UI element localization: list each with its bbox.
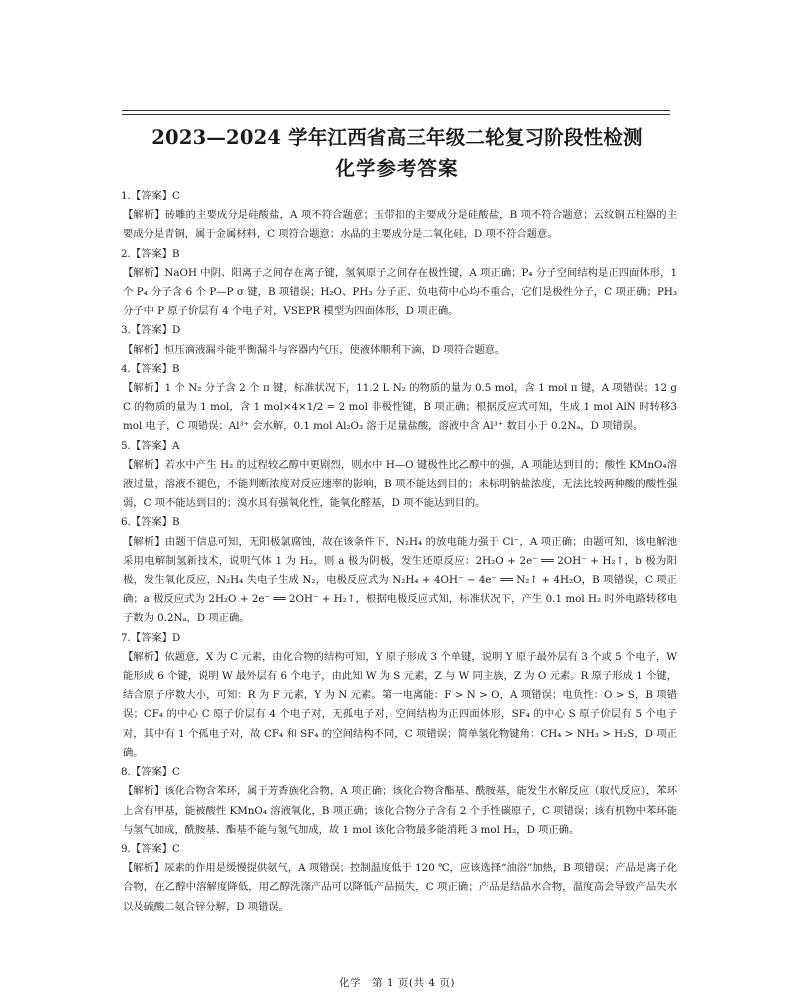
question-7 — [121, 629, 677, 763]
question-8 — [121, 763, 677, 840]
explanation-text: 【解析】依题意，X 为 C 元素，由化合物的结构可知，Y 原子形成 3 个单键，说明 Y 原子最外层有 3 个或 5 个电子，W 能形成 6 个键，说明 W 最外层有 6 个电子，由此知 W 为 S 元素，Z 与 W 同主族，Z 为 O 元素。R 原子形成 1 个键，结合原子序数大小，可知：R 为 F 元素，Y 为 N 元素。第一电离能：F > N > O，A 项错误；电负性：O > S，B 项错误；CF₄ 的中心 C 原子价层有 4 个电子对，无孤电子对，空间结构为正四面体形，SF₄ 的中心 S 原子价层有 5 个电子对，其中有 1 个孤电子对，故 CF₄ 和 SF₄ 的空间结构不同，C 项错误；简单氢化物键角：CH₄ > NH₃ > H₂S，D 项正确。 — [123, 650, 677, 759]
answer-line: 4.【答案】B — [121, 362, 180, 375]
question-5 — [121, 437, 677, 514]
question-9 — [121, 840, 677, 917]
question-6 — [121, 513, 677, 628]
answer-line: 9.【答案】C — [121, 842, 180, 855]
explanation-text: 【解析】该化合物含苯环，属于芳香族化合物，A 项正确；该化合物含酯基、酰胺基，能发生水解反应（取代反应），苯环上含有甲基，能被酸性 KMnO₄ 溶液氧化，B 项正确；该化合物分子含有 2 个手性碳原子，C 项错误；该有机物中苯环能与氢气加成，酰胺基、酯基不能与氢气加成，故 1 mol 该化合物最多能消耗 3 mol H₂，D 项正确。 — [123, 785, 677, 836]
explanation-text: 【解析】恒压滴液漏斗能平衡漏斗与容器内气压，使液体顺利下滴，D 项符合题意。 — [123, 343, 506, 356]
question-3 — [121, 321, 677, 359]
answer-line: 6.【答案】B — [121, 516, 180, 529]
explanation-text: 【解析】砖雕的主要成分是硅酸盐，A 项不符合题意；玉带扣的主要成分是硅酸盐，B 项不符合题意；云纹铜五柱器的主要成分是青铜，属于金属材料，C 项符合题意；水晶的主要成分是二氧化硅，D 项不符合题意。 — [123, 209, 677, 241]
question-1 — [121, 187, 677, 245]
answer-line: 7.【答案】D — [121, 631, 181, 644]
answer-line: 2.【答案】B — [121, 247, 180, 260]
document-subtitle: 化学参考答案 — [335, 157, 459, 180]
header-rule-thin — [122, 114, 670, 115]
explanation-text: 【解析】NaOH 中阴、阳离子之间存在离子键，氢氧原子之间存在极性键，A 项正确；P₄ 分子空间结构是正四面体形，1 个 P₄ 分子含 6 个 P—P σ 键，B 项错误；H₂O、PH₃ 分子正、负电荷中心均不重合，它们是极性分子，C 项正确；PH₃ 分子中 P 原子价层有 4 个电子对，VSEPR 模型为四面体形，D 项正确。 — [123, 266, 677, 318]
answer-list — [121, 187, 677, 917]
explanation-text: 【解析】由题干信息可知，无阳极氯腐蚀，故在该条件下，N₂H₄ 的放电能力强于 Cl⁻，A 项正确；由题可知，该电解池采用电解制氢新技术，说明气体 1 为 H₂，则 a 极为阴极，发生还原反应：2H₂O + 2e⁻ ══ 2OH⁻ + H₂↑，b 极为阳极，发生氧化反应，N₂H₄ 失电子生成 N₂，电极反应式为 N₂H₄ + 4OH⁻ − 4e⁻ ══ N₂↑ + 4H₂O，B 项错误，C 项正确；a 极反应式为 2H₂O + 2e⁻ ══ 2OH⁻ + H₂↑，根据电极反应式知，标准状况下，产生 0.1 mol H₂ 时外电路转移电子数为 0.2Nₐ，D 项正确。 — [123, 535, 677, 625]
document-title: 2023—2024 学年江西省高三年级二轮复习阶段性检测 — [151, 126, 643, 149]
header-rule-thick — [122, 110, 670, 111]
question-4 — [121, 360, 677, 437]
answer-line: 5.【答案】A — [121, 439, 180, 452]
question-2 — [121, 245, 677, 322]
page-footer: 化学 第 1 页(共 4 页) — [339, 977, 455, 989]
answer-line: 8.【答案】C — [121, 766, 180, 779]
answer-line: 1.【答案】C — [121, 190, 180, 202]
explanation-text: 【解析】尿素的作用是缓慢提供氨气，A 项错误；控制温度低于 120 ℃，应该选择“油浴”加热，B 项错误；产品是离子化合物，在乙醇中溶解度降低，用乙醇洗涤产品可以降低产品损失，C 项正确；产品是结晶水合物，温度高会导致产品失水以及硫酸二氨合锌分解，D 项错误。 — [123, 862, 677, 913]
answer-line: 3.【答案】D — [121, 324, 181, 337]
explanation-text: 【解析】若水中产生 H₂ 的过程较乙醇中更剧烈，则水中 H—O 键极性比乙醇中的强，A 项能达到目的；酸性 KMnO₄溶液过量，溶液不褪色，不能判断浓度对反应速率的影响，B 项不能达到目的；未标明钠盐浓度，无法比较两种酸的酸性强弱，C 项不能达到目的；溴水具有强氧化性，能氧化醛基，D 项不能达到目的。 — [123, 458, 677, 510]
explanation-text: 【解析】1 个 N₂ 分子含 2 个 π 键，标准状况下，11.2 L N₂ 的物质的量为 0.5 mol，含 1 mol π 键，A 项错误；12 g C 的物质的量为 1 mol，含 1 mol×4×1/2 = 2 mol 非极性键，B 项正确；根据反应式可知，生成 1 mol AlN 时转移3 mol 电子，C 项错误；Al³⁺ 会水解，0.1 mol Al₂O₃ 溶于足量盐酸，溶液中含 Al³⁺ 数目小于 0.2Nₐ，D 项错误。 — [123, 382, 677, 433]
